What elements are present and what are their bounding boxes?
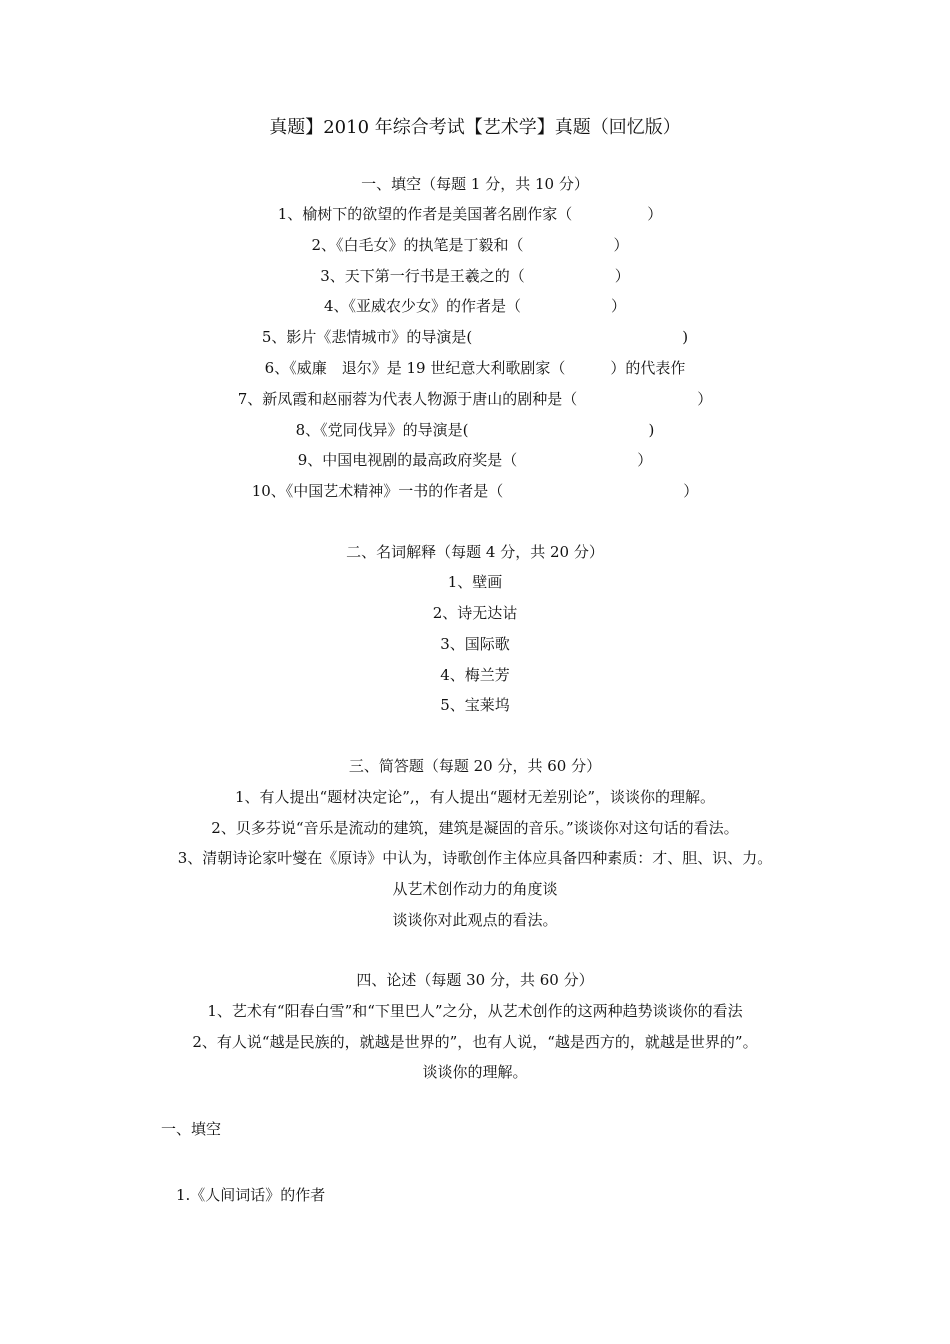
- question-item: 6、《威廉 退尔》是 19 世纪意大利歌剧家（ ）的代表作: [264, 359, 686, 377]
- question-item: 7、新凤霞和赵丽蓉为代表人物源于唐山的剧种是（ ）: [237, 390, 713, 408]
- section-heading-fill-blank: 一、填空（每题 1 分，共 10 分）: [361, 175, 589, 193]
- question-item-continuation: 谈谈你的理解。: [422, 1063, 528, 1081]
- question-item: 3、天下第一行书是王羲之的（ ）: [320, 267, 630, 285]
- appendix-heading: 一、填空: [161, 1120, 222, 1138]
- question-item: 8、《党同伐异》的导演是( ): [295, 421, 655, 439]
- question-item: 5、宝莱坞: [440, 696, 510, 714]
- question-item: 1、有人提出“题材决定论”,，有人提出“题材无差别论”，谈谈你的理解。: [235, 788, 715, 806]
- question-item: 10、《中国艺术精神》一书的作者是（ ）: [251, 482, 699, 500]
- page-title: 真题】2010 年综合考试【艺术学】真题（回忆版）: [269, 117, 681, 138]
- question-item: 3、国际歌: [440, 635, 510, 653]
- question-item-continuation: 从艺术创作动力的角度谈: [392, 880, 558, 898]
- question-item: 1、榆树下的欲望的作者是美国著名剧作家（ ）: [277, 205, 663, 223]
- section-heading-essay: 四、论述（每题 30 分，共 60 分）: [356, 971, 594, 989]
- question-item: 2、有人说“越是民族的，就越是世界的”，也有人说，“越是西方的，就越是世界的”。: [192, 1033, 758, 1051]
- question-item: 9、中国电视剧的最高政府奖是（ ）: [297, 451, 653, 469]
- question-item: 3、清朝诗论家叶燮在《原诗》中认为，诗歌创作主体应具备四种素质：才、胆、识、力。: [177, 849, 773, 867]
- question-item: 1、壁画: [447, 573, 503, 591]
- question-item: 2、诗无达诂: [432, 604, 518, 622]
- question-item-continuation: 谈谈你对此观点的看法。: [392, 911, 558, 929]
- section-heading-term-explanation: 二、名词解释（每题 4 分，共 20 分）: [346, 543, 604, 561]
- appendix-item: 1.《人间词话》的作者: [176, 1186, 326, 1204]
- question-item: 4、《亚威农少女》的作者是（ ）: [323, 297, 627, 315]
- question-item: 2、《白毛女》的执笔是丁毅和（ ）: [311, 236, 629, 254]
- section-heading-short-answer: 三、简答题（每题 20 分，共 60 分）: [348, 757, 602, 775]
- question-item: 2、贝多芬说“音乐是流动的建筑，建筑是凝固的音乐。”谈谈你对这句话的看法。: [211, 819, 739, 837]
- question-item: 1、艺术有“阳春白雪”和“下里巴人”之分，从艺术创作的这两种趋势谈谈你的看法: [207, 1002, 743, 1020]
- question-item: 5、影片《悲情城市》的导演是( ): [261, 328, 689, 346]
- question-item: 4、梅兰芳: [440, 666, 510, 684]
